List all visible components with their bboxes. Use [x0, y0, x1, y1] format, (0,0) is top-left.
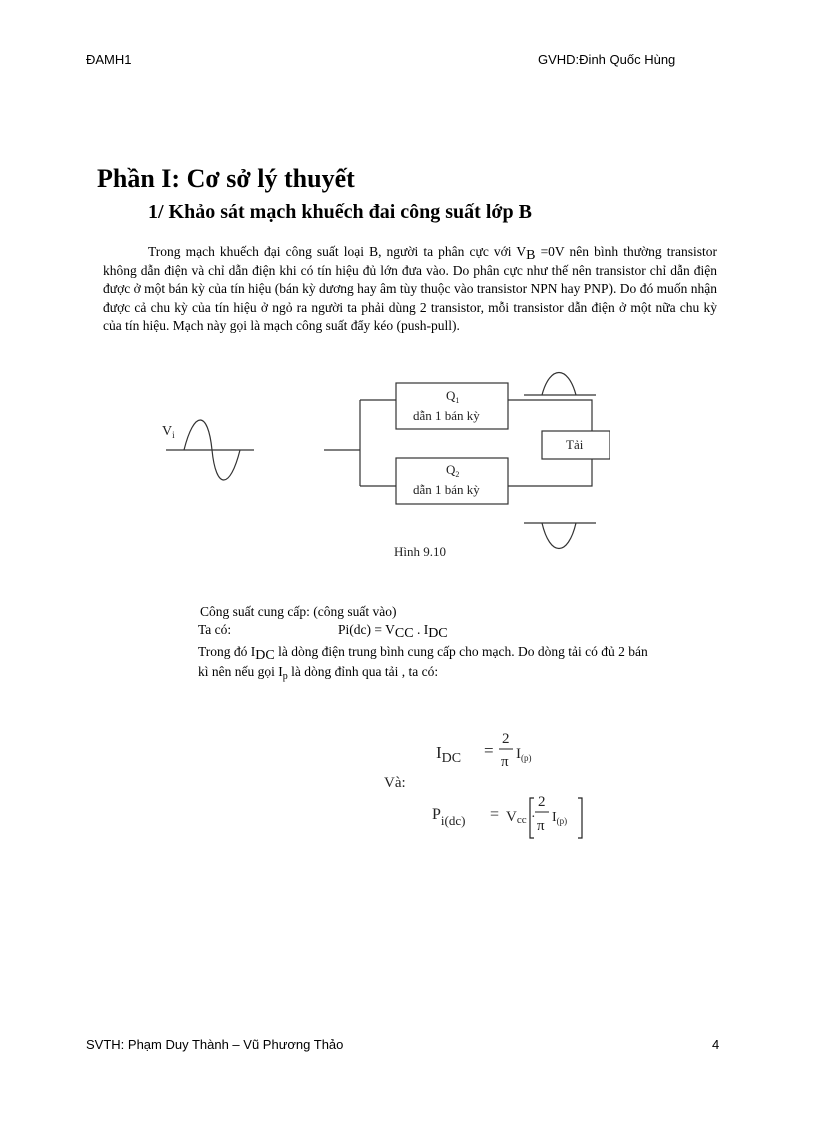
pidc-formula	[432, 794, 582, 838]
svg-text:2: 2	[538, 794, 546, 810]
section-title: Phần I: Cơ sở lý thuyết	[97, 164, 355, 193]
svg-text:·: ·	[531, 810, 536, 825]
svg-text:Pi(dc): $P_{i(dc)}$	[432, 806, 466, 828]
q2-label: $Q_2$	[446, 462, 460, 479]
vi-label: $V_i$	[162, 424, 175, 440]
svg-text:=: =	[484, 741, 494, 760]
q1-text: dẫn 1 bán kỳ	[413, 408, 480, 423]
svg-text:2: 2	[502, 731, 510, 747]
q1-output-wire	[508, 400, 592, 431]
svg-text:IDC: $I_{DC}$	[436, 743, 462, 766]
push-pull-block-diagram	[150, 365, 610, 565]
power-formulas	[380, 720, 600, 850]
q2-output-wire	[508, 459, 592, 486]
footer-students: SVTH: Phạm Duy Thành – Vũ Phương Thảo	[86, 1037, 344, 1052]
load-label: Tải	[566, 437, 584, 452]
svg-text:π: π	[537, 818, 545, 834]
intro-text-rest: =0V nên bình thường transistor không dẫn điện và chỉ dẫn điện khi có tín hiệu đủ lớn đưa vào. Do phân cực như thế nên transistor chỉ dẫn điện được ở một bán kỳ của tín hiệu (bán kỳ dương hay âm tùy thuộc vào transistor NPN hay PNP). Do đó muốn nhận được cả chu kỳ của tín hiệu ở ngỏ ra người ta phải dùng 2 transistor, mỗi transistor dẫn điện ở một nữa chu kỳ của tín hiệu. Mạch này gọi là mạch công suất đẩy kéo (push-pull).	[103, 244, 717, 333]
supply-line-4: kì nên nếu gọi $I_p$ là dòng đỉnh qua tải , ta có:	[198, 664, 439, 682]
input-signal-icon	[166, 420, 254, 480]
idc-formula	[436, 731, 532, 770]
vb-subscript: B	[526, 248, 536, 263]
page-number: 4	[712, 1037, 720, 1052]
header-doc-code: ĐAMH1	[86, 52, 132, 67]
svg-text:=: =	[490, 806, 500, 823]
svg-text:I(p): $I_{(p)}$	[516, 746, 532, 763]
supply-formula: Pi(dc) = VCC . IDC	[338, 622, 448, 641]
supply-line-1: Công suất cung cấp: (công suất vào)	[200, 604, 397, 619]
svg-text:π: π	[501, 754, 509, 770]
svg-text:I(p): $I_{(p)}$	[552, 810, 568, 826]
header-supervisor: GVHD:Đinh Quốc Hùng	[538, 52, 676, 67]
positive-half-wave-icon	[524, 373, 596, 396]
and-label: Và:	[384, 775, 406, 791]
supply-ta-co: Ta có:	[198, 622, 232, 637]
negative-half-wave-icon	[524, 523, 596, 549]
intro-text-start: Trong mạch khuếch đại công suất loại B, người ta phân cực với V	[148, 244, 527, 259]
q1-label: $Q_1$	[446, 388, 460, 405]
figure-caption: Hình 9.10	[394, 544, 446, 559]
subsection-title: 1/ Khảo sát mạch khuếch đai công suất lớp B	[148, 201, 532, 223]
svg-text:Vcc: Vcc	[506, 809, 527, 826]
intro-paragraph	[103, 243, 717, 335]
q2-text: dẫn 1 bán kỳ	[413, 482, 480, 497]
supply-line-3: Trong đó IDC là dòng điện trung bình cung cấp cho mạch. Do dòng tải có đủ 2 bán	[198, 644, 648, 663]
